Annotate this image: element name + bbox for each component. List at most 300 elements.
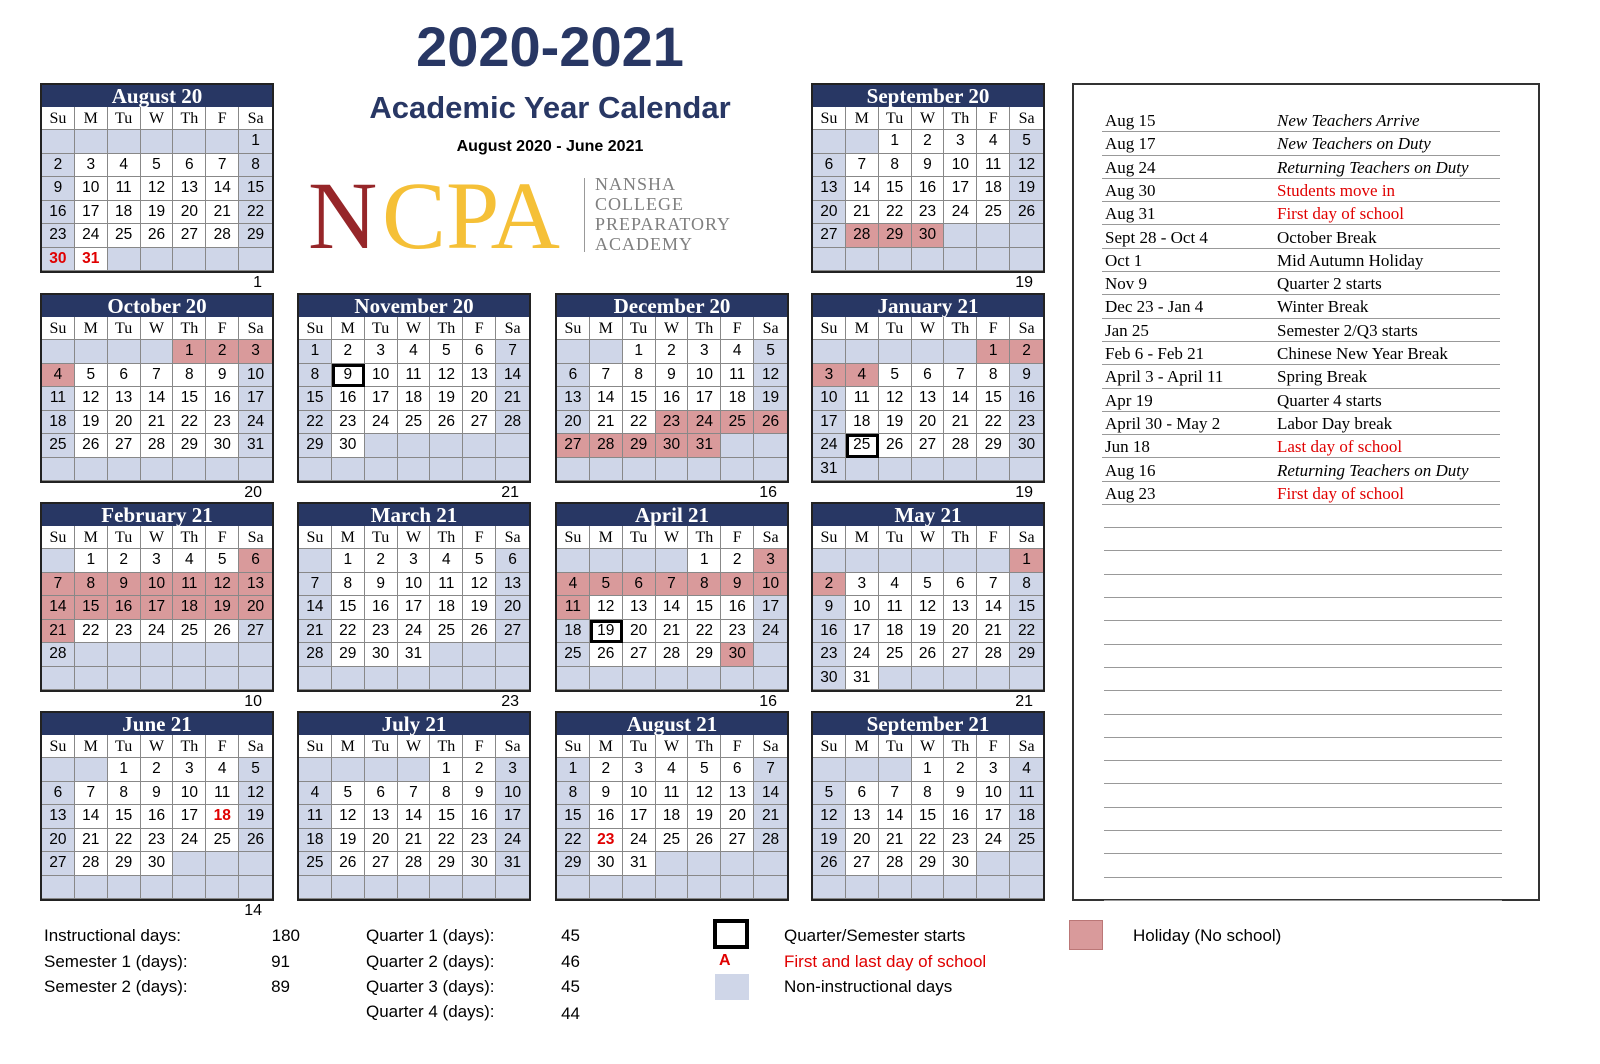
day-name: F bbox=[977, 107, 1010, 130]
day-name: M bbox=[332, 526, 365, 549]
day-cell: 19 bbox=[239, 805, 272, 829]
day-cell: 12 bbox=[1010, 154, 1043, 178]
day-cell: 5 bbox=[590, 573, 623, 597]
day-cell: 15 bbox=[332, 596, 365, 620]
day-name: Th bbox=[430, 317, 463, 340]
day-cell: 16 bbox=[206, 387, 239, 411]
event-row bbox=[1102, 435, 1500, 458]
empty-cell bbox=[42, 458, 75, 482]
day-cell: 29 bbox=[173, 434, 206, 458]
blank-line bbox=[1104, 737, 1502, 738]
month-calendar bbox=[40, 711, 274, 901]
day-cell: 16 bbox=[912, 177, 945, 201]
day-cell: 12 bbox=[141, 177, 174, 201]
day-cell: 5 bbox=[141, 154, 174, 178]
day-cell: 19 bbox=[813, 829, 846, 853]
day-cell: 14 bbox=[496, 364, 529, 388]
day-cell: 22 bbox=[688, 620, 721, 644]
empty-cell bbox=[75, 667, 108, 691]
month-calendar bbox=[40, 293, 274, 483]
empty-cell bbox=[299, 458, 332, 482]
empty-cell bbox=[141, 667, 174, 691]
day-name: Tu bbox=[365, 317, 398, 340]
school-logo bbox=[308, 162, 748, 269]
empty-cell bbox=[688, 667, 721, 691]
empty-cell bbox=[496, 643, 529, 667]
day-name: W bbox=[656, 735, 689, 758]
day-cell: 3 bbox=[496, 758, 529, 782]
empty-cell bbox=[623, 876, 656, 900]
day-name: M bbox=[590, 526, 623, 549]
legend-noninstr-swatch bbox=[715, 974, 749, 1000]
legend-qstart-label: Quarter/Semester starts bbox=[784, 926, 966, 945]
day-cell: 4 bbox=[173, 549, 206, 573]
empty-cell bbox=[239, 876, 272, 900]
empty-cell bbox=[879, 667, 912, 691]
day-cell: 6 bbox=[42, 782, 75, 806]
day-cell: 6 bbox=[108, 364, 141, 388]
day-name: Sa bbox=[239, 735, 272, 758]
empty-cell bbox=[496, 434, 529, 458]
day-name: Th bbox=[944, 735, 977, 758]
day-cell: 5 bbox=[75, 364, 108, 388]
day-cell: 18 bbox=[656, 805, 689, 829]
empty-cell bbox=[879, 758, 912, 782]
day-cell: 15 bbox=[688, 596, 721, 620]
empty-cell bbox=[623, 667, 656, 691]
day-cell: 17 bbox=[496, 805, 529, 829]
day-cell: 1 bbox=[430, 758, 463, 782]
day-cell: 22 bbox=[623, 411, 656, 435]
event-row bbox=[1102, 342, 1500, 365]
stat-label: Quarter 3 (days): bbox=[366, 977, 495, 996]
day-cell: 27 bbox=[944, 643, 977, 667]
empty-cell bbox=[846, 876, 879, 900]
day-cell: 7 bbox=[42, 573, 75, 597]
day-name: Su bbox=[299, 526, 332, 549]
day-cell: 17 bbox=[623, 805, 656, 829]
day-name: Su bbox=[813, 526, 846, 549]
day-cell: 8 bbox=[75, 573, 108, 597]
month-title: August 20 bbox=[42, 85, 272, 107]
event-row bbox=[1102, 412, 1500, 435]
day-cell: 28 bbox=[944, 434, 977, 458]
month-calendar bbox=[811, 502, 1045, 692]
day-name: Th bbox=[944, 317, 977, 340]
day-cell: 14 bbox=[656, 596, 689, 620]
empty-cell bbox=[656, 876, 689, 900]
empty-cell bbox=[846, 758, 879, 782]
day-cell: 24 bbox=[944, 201, 977, 225]
empty-cell bbox=[813, 549, 846, 573]
event-text: Returning Teachers on Duty bbox=[1277, 157, 1469, 177]
day-cell: 27 bbox=[239, 620, 272, 644]
day-cell: 28 bbox=[42, 643, 75, 667]
empty-cell bbox=[656, 549, 689, 573]
day-cell: 27 bbox=[496, 620, 529, 644]
day-cell: 27 bbox=[623, 643, 656, 667]
logo-divider bbox=[584, 178, 585, 252]
day-name: Su bbox=[557, 735, 590, 758]
day-name: Su bbox=[813, 317, 846, 340]
day-name: W bbox=[656, 526, 689, 549]
empty-cell bbox=[496, 458, 529, 482]
empty-cell bbox=[590, 458, 623, 482]
day-cell: 18 bbox=[299, 829, 332, 853]
day-cell: 22 bbox=[239, 201, 272, 225]
day-cell: 10 bbox=[365, 364, 398, 388]
logo-letters-cpa: CPA bbox=[382, 162, 560, 269]
empty-cell bbox=[557, 667, 590, 691]
day-cell: 17 bbox=[173, 805, 206, 829]
empty-cell bbox=[813, 758, 846, 782]
day-cell: 16 bbox=[141, 805, 174, 829]
empty-cell bbox=[912, 667, 945, 691]
day-cell: 20 bbox=[623, 620, 656, 644]
empty-cell bbox=[42, 340, 75, 364]
day-cell: 12 bbox=[879, 387, 912, 411]
day-cell: 18 bbox=[1010, 805, 1043, 829]
event-row bbox=[1102, 179, 1500, 202]
day-cell: 17 bbox=[977, 805, 1010, 829]
day-cell: 6 bbox=[365, 782, 398, 806]
event-row bbox=[1102, 295, 1500, 318]
day-cell: 27 bbox=[846, 852, 879, 876]
day-cell: 24 bbox=[977, 829, 1010, 853]
day-cell: 20 bbox=[912, 411, 945, 435]
day-cell: 20 bbox=[721, 805, 754, 829]
empty-cell bbox=[754, 643, 787, 667]
day-cell: 15 bbox=[912, 805, 945, 829]
empty-cell bbox=[557, 549, 590, 573]
day-name: Sa bbox=[754, 735, 787, 758]
event-date: Oct 1 bbox=[1105, 250, 1143, 270]
blank-line bbox=[1104, 620, 1502, 621]
empty-cell bbox=[141, 130, 174, 154]
day-cell: 11 bbox=[557, 596, 590, 620]
empty-cell bbox=[206, 852, 239, 876]
day-cell: 31 bbox=[239, 434, 272, 458]
day-cell: 25 bbox=[299, 852, 332, 876]
event-text: Spring Break bbox=[1277, 367, 1368, 387]
day-cell: 10 bbox=[623, 782, 656, 806]
event-row bbox=[1102, 319, 1500, 342]
day-cell: 27 bbox=[813, 224, 846, 248]
month-calendar bbox=[811, 293, 1045, 483]
empty-cell bbox=[398, 758, 431, 782]
blank-line bbox=[1104, 760, 1502, 761]
empty-cell bbox=[75, 758, 108, 782]
day-name: Tu bbox=[365, 526, 398, 549]
day-cell: 14 bbox=[879, 805, 912, 829]
empty-cell bbox=[754, 458, 787, 482]
day-cell: 28 bbox=[656, 643, 689, 667]
day-cell: 1 bbox=[623, 340, 656, 364]
day-cell: 7 bbox=[496, 340, 529, 364]
day-name: M bbox=[332, 317, 365, 340]
day-cell: 25 bbox=[656, 829, 689, 853]
day-cell: 22 bbox=[430, 829, 463, 853]
day-cell: 10 bbox=[75, 177, 108, 201]
day-cell: 8 bbox=[977, 364, 1010, 388]
day-cell: 12 bbox=[688, 782, 721, 806]
day-cell: 19 bbox=[688, 805, 721, 829]
day-cell: 2 bbox=[332, 340, 365, 364]
day-cell: 29 bbox=[299, 434, 332, 458]
empty-cell bbox=[239, 248, 272, 272]
day-cell: 23 bbox=[206, 411, 239, 435]
blank-line bbox=[1104, 807, 1502, 808]
empty-cell bbox=[365, 876, 398, 900]
empty-cell bbox=[590, 667, 623, 691]
empty-cell bbox=[944, 248, 977, 272]
day-cell: 16 bbox=[332, 387, 365, 411]
day-name: Sa bbox=[1010, 317, 1043, 340]
day-cell: 11 bbox=[846, 387, 879, 411]
day-cell: 8 bbox=[239, 154, 272, 178]
day-cell: 23 bbox=[1010, 411, 1043, 435]
day-cell: 6 bbox=[496, 549, 529, 573]
day-cell: 3 bbox=[977, 758, 1010, 782]
day-name: M bbox=[332, 735, 365, 758]
day-name: M bbox=[75, 317, 108, 340]
month-title: November 20 bbox=[299, 295, 529, 317]
empty-cell bbox=[430, 876, 463, 900]
stat-value: 180 bbox=[271, 926, 300, 945]
day-cell: 25 bbox=[846, 434, 879, 458]
empty-cell bbox=[141, 340, 174, 364]
day-cell: 22 bbox=[108, 829, 141, 853]
day-cell: 13 bbox=[42, 805, 75, 829]
day-name: M bbox=[846, 735, 879, 758]
empty-cell bbox=[846, 248, 879, 272]
empty-cell bbox=[365, 667, 398, 691]
event-row bbox=[1102, 249, 1500, 272]
day-cell: 13 bbox=[846, 805, 879, 829]
day-cell: 27 bbox=[912, 434, 945, 458]
day-cell: 24 bbox=[623, 829, 656, 853]
empty-cell bbox=[299, 667, 332, 691]
empty-cell bbox=[141, 876, 174, 900]
stat-label: Semester 2 (days): bbox=[44, 977, 188, 996]
stat-value: 45 bbox=[561, 977, 580, 996]
day-cell: 9 bbox=[656, 364, 689, 388]
empty-cell bbox=[463, 643, 496, 667]
day-name: Tu bbox=[108, 526, 141, 549]
day-cell: 25 bbox=[977, 201, 1010, 225]
day-cell: 1 bbox=[977, 340, 1010, 364]
empty-cell bbox=[846, 130, 879, 154]
event-date: April 3 - April 11 bbox=[1105, 367, 1224, 387]
day-cell: 23 bbox=[944, 829, 977, 853]
empty-cell bbox=[75, 643, 108, 667]
day-name: Sa bbox=[754, 317, 787, 340]
day-cell: 6 bbox=[721, 758, 754, 782]
day-cell: 16 bbox=[1010, 387, 1043, 411]
event-text: New Teachers on Duty bbox=[1277, 134, 1431, 154]
day-cell: 9 bbox=[1010, 364, 1043, 388]
instructional-day-count: 14 bbox=[244, 902, 262, 919]
day-cell: 12 bbox=[332, 805, 365, 829]
empty-cell bbox=[721, 458, 754, 482]
empty-cell bbox=[463, 667, 496, 691]
day-cell: 6 bbox=[463, 340, 496, 364]
day-cell: 29 bbox=[912, 852, 945, 876]
stat-label: Quarter 2 (days): bbox=[366, 952, 495, 971]
blank-line bbox=[1104, 597, 1502, 598]
event-date: Aug 31 bbox=[1105, 204, 1156, 224]
empty-cell bbox=[879, 549, 912, 573]
empty-cell bbox=[977, 224, 1010, 248]
day-cell: 8 bbox=[688, 573, 721, 597]
day-cell: 26 bbox=[430, 411, 463, 435]
empty-cell bbox=[173, 643, 206, 667]
day-cell: 16 bbox=[944, 805, 977, 829]
empty-cell bbox=[590, 340, 623, 364]
day-cell: 21 bbox=[944, 411, 977, 435]
day-cell: 18 bbox=[206, 805, 239, 829]
day-name: M bbox=[846, 526, 879, 549]
blank-line bbox=[1104, 714, 1502, 715]
day-name: Th bbox=[430, 526, 463, 549]
day-cell: 21 bbox=[398, 829, 431, 853]
day-cell: 19 bbox=[463, 596, 496, 620]
day-cell: 2 bbox=[1010, 340, 1043, 364]
day-cell: 29 bbox=[239, 224, 272, 248]
month-calendar bbox=[555, 293, 789, 483]
day-cell: 3 bbox=[846, 573, 879, 597]
day-cell: 5 bbox=[206, 549, 239, 573]
day-cell: 30 bbox=[656, 434, 689, 458]
day-cell: 2 bbox=[206, 340, 239, 364]
day-cell: 4 bbox=[206, 758, 239, 782]
day-cell: 16 bbox=[42, 201, 75, 225]
day-cell: 25 bbox=[398, 411, 431, 435]
day-name: Th bbox=[688, 317, 721, 340]
event-date: Apr 19 bbox=[1105, 390, 1153, 410]
instructional-day-count: 20 bbox=[244, 484, 262, 501]
event-row bbox=[1102, 156, 1500, 179]
instructional-day-count: 19 bbox=[1015, 274, 1033, 291]
day-cell: 28 bbox=[141, 434, 174, 458]
empty-cell bbox=[75, 340, 108, 364]
day-cell: 5 bbox=[430, 340, 463, 364]
day-cell: 1 bbox=[912, 758, 945, 782]
day-cell: 22 bbox=[299, 411, 332, 435]
day-cell: 3 bbox=[623, 758, 656, 782]
empty-cell bbox=[239, 643, 272, 667]
day-cell: 25 bbox=[1010, 829, 1043, 853]
empty-cell bbox=[75, 876, 108, 900]
day-name: M bbox=[75, 526, 108, 549]
empty-cell bbox=[879, 876, 912, 900]
day-cell: 10 bbox=[173, 782, 206, 806]
day-cell: 8 bbox=[332, 573, 365, 597]
day-cell: 12 bbox=[590, 596, 623, 620]
empty-cell bbox=[206, 130, 239, 154]
day-cell: 5 bbox=[879, 364, 912, 388]
day-cell: 29 bbox=[430, 852, 463, 876]
day-name: Tu bbox=[879, 735, 912, 758]
day-cell: 30 bbox=[912, 224, 945, 248]
day-cell: 7 bbox=[75, 782, 108, 806]
day-cell: 28 bbox=[590, 434, 623, 458]
empty-cell bbox=[590, 876, 623, 900]
empty-cell bbox=[1010, 876, 1043, 900]
instructional-day-count: 1 bbox=[253, 274, 262, 291]
day-cell: 15 bbox=[1010, 596, 1043, 620]
day-name: Th bbox=[173, 107, 206, 130]
day-name: W bbox=[141, 107, 174, 130]
blank-line bbox=[1104, 830, 1502, 831]
day-cell: 26 bbox=[206, 620, 239, 644]
day-cell: 12 bbox=[912, 596, 945, 620]
day-cell: 27 bbox=[721, 829, 754, 853]
day-cell: 5 bbox=[688, 758, 721, 782]
event-row bbox=[1102, 202, 1500, 225]
day-name: Tu bbox=[108, 735, 141, 758]
stat-label: Semester 1 (days): bbox=[44, 952, 188, 971]
empty-cell bbox=[42, 876, 75, 900]
day-cell: 23 bbox=[141, 829, 174, 853]
empty-cell bbox=[430, 643, 463, 667]
day-cell: 25 bbox=[173, 620, 206, 644]
day-cell: 7 bbox=[977, 573, 1010, 597]
event-row bbox=[1102, 459, 1500, 482]
day-cell: 21 bbox=[656, 620, 689, 644]
day-name: Tu bbox=[108, 317, 141, 340]
logo-letter-n: N bbox=[308, 162, 378, 269]
empty-cell bbox=[206, 643, 239, 667]
day-name: Sa bbox=[754, 526, 787, 549]
empty-cell bbox=[721, 876, 754, 900]
day-cell: 1 bbox=[75, 549, 108, 573]
day-name: F bbox=[206, 317, 239, 340]
empty-cell bbox=[75, 130, 108, 154]
day-cell: 20 bbox=[365, 829, 398, 853]
day-cell: 6 bbox=[912, 364, 945, 388]
day-cell: 26 bbox=[590, 643, 623, 667]
day-cell: 4 bbox=[299, 782, 332, 806]
day-name: W bbox=[398, 735, 431, 758]
day-cell: 18 bbox=[173, 596, 206, 620]
day-cell: 7 bbox=[879, 782, 912, 806]
empty-cell bbox=[299, 549, 332, 573]
day-cell: 19 bbox=[912, 620, 945, 644]
empty-cell bbox=[332, 458, 365, 482]
day-cell: 31 bbox=[75, 248, 108, 272]
blank-line bbox=[1104, 574, 1502, 575]
day-cell: 24 bbox=[141, 620, 174, 644]
empty-cell bbox=[332, 667, 365, 691]
empty-cell bbox=[754, 667, 787, 691]
day-cell: 13 bbox=[173, 177, 206, 201]
event-date: Aug 23 bbox=[1105, 483, 1156, 503]
day-cell: 3 bbox=[173, 758, 206, 782]
day-cell: 22 bbox=[912, 829, 945, 853]
day-name: Su bbox=[42, 735, 75, 758]
day-name: F bbox=[977, 526, 1010, 549]
day-cell: 10 bbox=[496, 782, 529, 806]
day-cell: 14 bbox=[944, 387, 977, 411]
day-cell: 2 bbox=[721, 549, 754, 573]
day-cell: 3 bbox=[141, 549, 174, 573]
day-cell: 21 bbox=[846, 201, 879, 225]
day-cell: 30 bbox=[141, 852, 174, 876]
day-cell: 13 bbox=[108, 387, 141, 411]
day-cell: 29 bbox=[879, 224, 912, 248]
day-name: F bbox=[721, 317, 754, 340]
